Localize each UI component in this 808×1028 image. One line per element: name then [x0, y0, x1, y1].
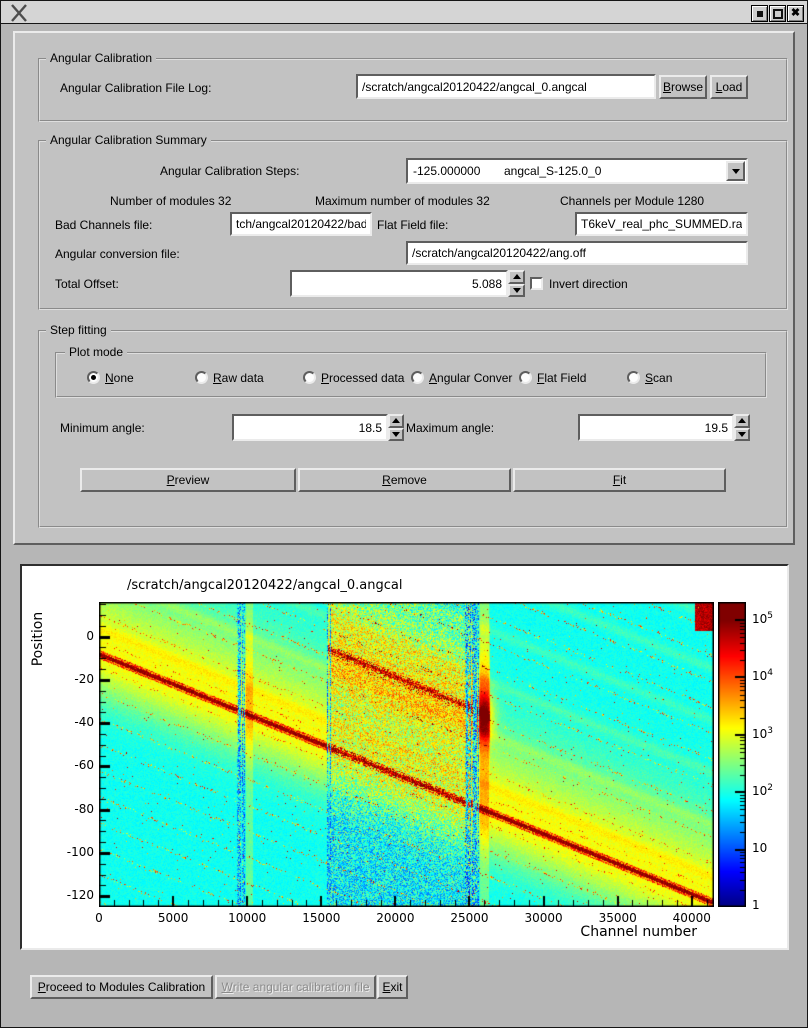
min-angle-spin-down-button[interactable] [388, 428, 404, 442]
min-angle-spin-up-button[interactable] [388, 414, 404, 428]
file-log-label: Angular Calibration File Log: [60, 81, 212, 95]
chevron-down-icon [732, 169, 740, 174]
y-tick-label: -60 [74, 758, 94, 773]
radio-processed-data[interactable] [303, 371, 316, 384]
colorbar-canvas [718, 602, 746, 907]
colorbar-tick-label: $10^4$ [752, 668, 774, 684]
y-axis-label: Position [30, 611, 46, 667]
max-angle-spinner [734, 414, 750, 441]
channels-per-module-text: Channels per Module 1280 [560, 194, 705, 208]
angular-conversion-label: Angular conversion file: [55, 247, 180, 261]
titlebar [1, 1, 807, 24]
radio-processed-data-label[interactable]: Processed data [321, 371, 405, 385]
radio-raw-data-label[interactable]: Raw data [213, 371, 264, 385]
colorbar-tick-label: 10 [752, 840, 768, 855]
arrow-down-icon [738, 432, 746, 437]
flat-field-input[interactable] [575, 212, 748, 236]
radio-flat-field[interactable] [519, 371, 532, 384]
radio-angular-conversion[interactable] [411, 371, 424, 384]
min-angle-spinner [388, 414, 404, 441]
x-tick-label: 10000 [228, 911, 267, 925]
radio-scan-label[interactable]: Scan [645, 371, 673, 385]
x-tick-label: 30000 [524, 911, 563, 925]
remove-button[interactable]: R emove [298, 468, 511, 492]
y-tick-label: -20 [74, 671, 94, 686]
x-logo-icon [9, 3, 29, 23]
arrow-down-icon [392, 432, 400, 437]
radio-scan[interactable] [627, 371, 640, 384]
total-offset-spinner [508, 270, 525, 297]
plot-title: /scratch/angcal20120422/angcal_0.angcal [127, 578, 403, 593]
arrow-up-icon [738, 418, 746, 423]
x-tick-label: 20000 [376, 911, 415, 925]
x-axis-label: Channel number [580, 924, 697, 940]
y-tick-label: -100 [66, 844, 94, 859]
max-angle-spin-up-button[interactable] [734, 414, 750, 428]
invert-direction-label: Invert direction [549, 277, 628, 291]
preview-button[interactable]: P review [80, 468, 296, 492]
steps-combobox-value: -125.000000 [413, 164, 481, 178]
write-angular-calibration-file-button[interactable]: W rite angular calibration file [215, 975, 376, 999]
y-tick-label: 0 [86, 628, 94, 643]
x-tick-label: 25000 [450, 911, 489, 925]
total-offset-label: Total Offset: [55, 277, 119, 291]
colorbar-tick-label: 1 [752, 898, 760, 912]
angular-conversion-input[interactable] [406, 241, 748, 265]
maximize-button[interactable] [769, 5, 786, 22]
max-angle-input[interactable] [578, 414, 734, 441]
steps-combobox-name: angcal_S-125.0_0 [504, 164, 602, 178]
radio-angular-conversion-label[interactable]: Angular Conver [429, 371, 513, 385]
colorbar-tick-label: $10^2$ [752, 783, 774, 799]
steps-combobox[interactable] [406, 158, 748, 184]
min-angle-input[interactable] [232, 414, 388, 441]
bad-channels-input[interactable] [230, 212, 372, 236]
total-offset-input[interactable] [290, 270, 508, 297]
groupbox-legend: Angular Calibration [46, 51, 156, 66]
x-tick-label: 5000 [157, 911, 189, 925]
max-modules-text: Maximum number of modules 32 [315, 194, 490, 208]
radio-none-label[interactable]: None [105, 371, 134, 385]
groupbox-legend: Step fitting [46, 323, 111, 338]
x-tick-label: 0 [95, 911, 103, 925]
bad-channels-label: Bad Channels file: [55, 218, 153, 232]
arrow-up-icon [392, 418, 400, 423]
radio-flat-field-label[interactable]: Flat Field [537, 371, 587, 385]
total-offset-spin-down-button[interactable] [508, 284, 525, 298]
maximize-icon [773, 9, 783, 19]
groupbox-legend: Plot mode [65, 345, 127, 360]
x-tick-label: 35000 [598, 911, 637, 925]
proceed-to-modules-calibration-button[interactable]: P roceed to Modules Calibration [30, 975, 213, 999]
close-button[interactable] [787, 5, 804, 22]
invert-direction-checkbox[interactable] [530, 277, 543, 290]
heatmap-canvas [99, 602, 714, 907]
arrow-up-icon [513, 274, 521, 279]
minimize-icon [757, 11, 763, 17]
load-button[interactable]: L oad [710, 75, 748, 99]
max-angle-spin-down-button[interactable] [734, 428, 750, 442]
y-tick-label: -40 [74, 715, 94, 730]
modules-count-text: Number of modules 32 [110, 194, 232, 208]
colorbar-tick-label: $10^5$ [752, 611, 774, 626]
x-tick-label: 15000 [302, 911, 341, 925]
min-angle-label: Minimum angle: [60, 421, 145, 435]
radio-raw-data[interactable] [195, 371, 208, 384]
file-log-input[interactable] [356, 74, 656, 99]
combobox-arrow-button[interactable] [726, 161, 745, 181]
colorbar-tick-label: $10^3$ [752, 725, 774, 741]
fit-button[interactable]: F it [513, 468, 726, 492]
max-angle-label: Maximum angle: [406, 421, 495, 435]
plot-panel [20, 564, 789, 950]
total-offset-spin-up-button[interactable] [508, 270, 525, 284]
y-tick-label: -120 [66, 888, 94, 903]
flat-field-label: Flat Field file: [377, 218, 449, 232]
arrow-down-icon [513, 288, 521, 293]
close-icon: ✖ [790, 7, 801, 19]
browse-button[interactable]: B rowse [659, 75, 707, 99]
x-tick-label: 40000 [672, 911, 711, 925]
radio-none[interactable] [87, 371, 100, 384]
y-tick-label: -80 [74, 801, 94, 816]
steps-label: Angular Calibration Steps: [160, 164, 300, 178]
exit-button[interactable]: E xit [377, 975, 408, 999]
minimize-button[interactable] [751, 5, 768, 22]
groupbox-legend: Angular Calibration Summary [46, 133, 211, 148]
